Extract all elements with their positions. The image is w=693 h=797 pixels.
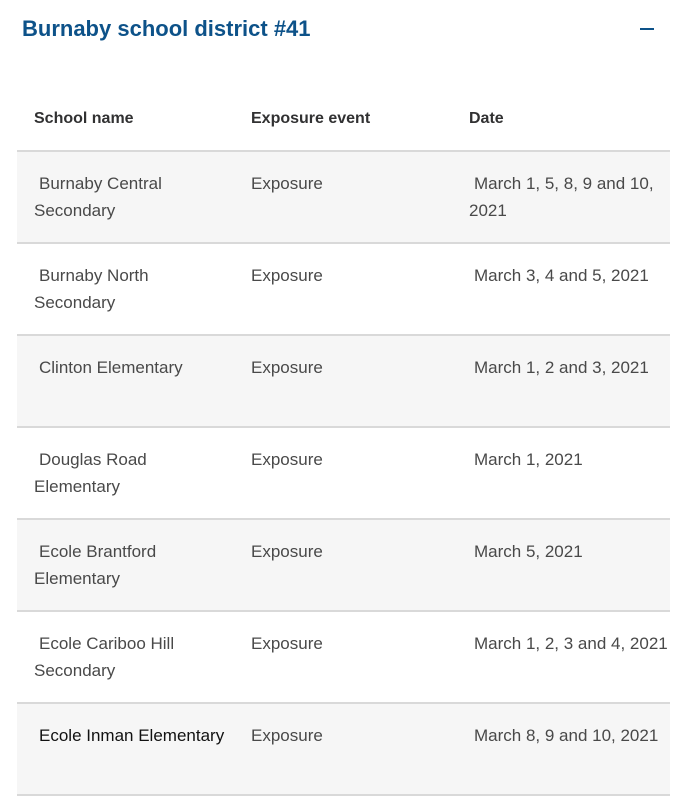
section-title: Burnaby school district #41 — [22, 16, 311, 41]
cell-school-name: Clinton Elementary — [17, 335, 234, 427]
cell-school-name: Ecole Inman Elementary — [17, 703, 234, 795]
exposure-table — [17, 88, 670, 796]
cell-exposure-event: Exposure — [234, 519, 452, 611]
cell-date: March 1, 2021 — [452, 427, 670, 519]
cell-date: March 3, 4 and 5, 2021 — [452, 243, 670, 335]
cell-school-name: Ecole Cariboo Hill Secondary — [17, 611, 234, 703]
table-row — [17, 335, 670, 427]
cell-exposure-event: Exposure — [234, 703, 452, 795]
minus-icon[interactable] — [640, 28, 654, 30]
cell-date: March 1, 5, 8, 9 and 10, 2021 — [452, 151, 670, 243]
table-row — [17, 703, 670, 795]
cell-school-name: Burnaby Central Secondary — [17, 151, 234, 243]
table-row — [17, 427, 670, 519]
cell-date: March 8, 9 and 10, 2021 — [452, 703, 670, 795]
cell-exposure-event: Exposure — [234, 427, 452, 519]
cell-exposure-event: Exposure — [234, 611, 452, 703]
cell-exposure-event: Exposure — [234, 151, 452, 243]
cell-school-name: Ecole Brantford Elementary — [17, 519, 234, 611]
cell-exposure-event: Exposure — [234, 335, 452, 427]
table-row — [17, 611, 670, 703]
accordion-header[interactable] — [0, 0, 693, 62]
cell-date: March 5, 2021 — [452, 519, 670, 611]
column-header-date: Date — [452, 88, 670, 151]
cell-school-name: Douglas Road Elementary — [17, 427, 234, 519]
table-row — [17, 151, 670, 243]
table-header-row — [17, 88, 670, 151]
column-header-exposure-event: Exposure event — [234, 88, 452, 151]
column-header-school-name: School name — [17, 88, 234, 151]
cell-date: March 1, 2, 3 and 4, 2021 — [452, 611, 670, 703]
cell-date: March 1, 2 and 3, 2021 — [452, 335, 670, 427]
exposure-table-container — [17, 88, 670, 796]
cell-school-name: Burnaby North Secondary — [17, 243, 234, 335]
table-row — [17, 519, 670, 611]
cell-exposure-event: Exposure — [234, 243, 452, 335]
table-row — [17, 243, 670, 335]
